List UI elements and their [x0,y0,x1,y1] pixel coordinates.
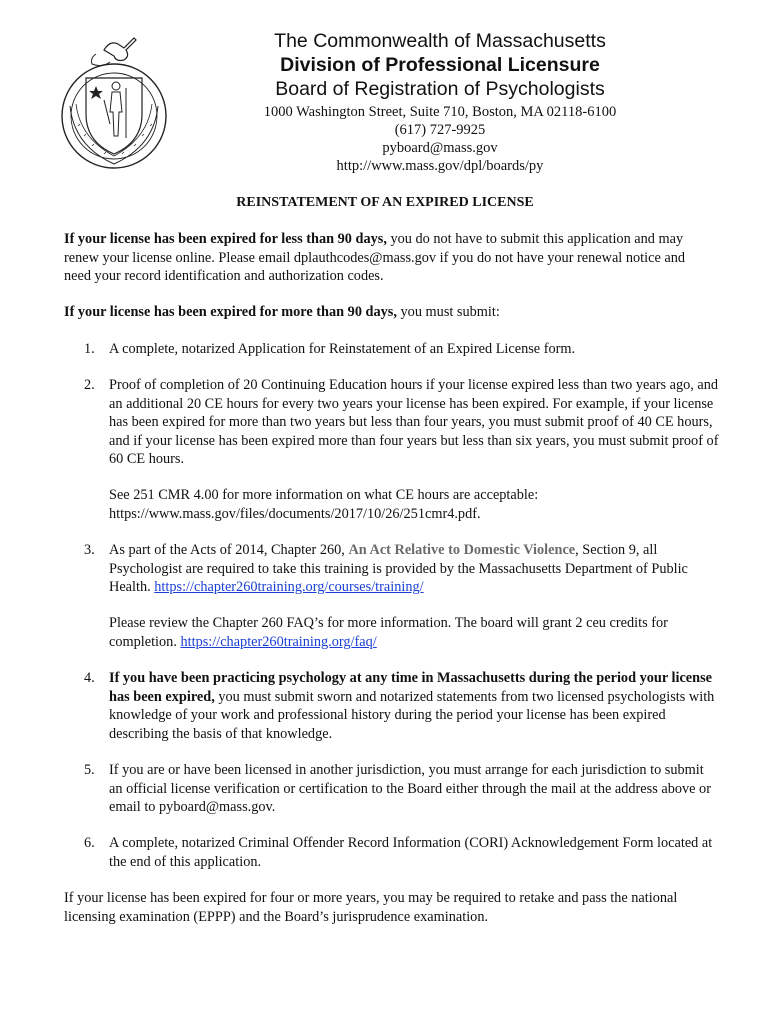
item-3-pre: As part of the Acts of 2014, Chapter 260, [109,542,349,558]
email: pyboard@mass.gov [382,140,498,156]
intro-paragraph-2 [64,303,714,322]
intro-2-bold: If your license has been expired for more than 90 days, [64,304,397,320]
item-4-bold: If you have been practicing psychology at any time in Massachusetts during the period your license has been expired, [109,670,712,705]
intro-2-text: you must submit: [396,304,500,320]
address: 1000 Washington Street, Suite 710, Boston, MA 02118-6100 [263,104,617,120]
item-4-text: you must submit sworn and notarized statements from two licensed psychologists with knowledge of your work and professional history during the period your license has been expired describing the basis of that knowledge. [109,688,715,742]
massachusetts-seal-icon [56,28,176,176]
list-item-text: If you are or have been licensed in another jurisdiction, you must arrange for each jurisdiction to submit an official license verification or certification to the Board either through the mail at the address above or email to pyboard@mass.gov. [109,762,711,815]
list-item-4 [84,669,720,743]
list-number: 4. [84,670,95,686]
faq-link[interactable]: https://chapter260training.org/faq/ [180,633,377,650]
division-title: Division of Professional Licensure [280,54,600,76]
item-3-post: , Section 9, all Psychologist are required to take this training is provided by the Massachusetts Department of Public Health. [109,542,688,595]
intro-1-text: you do not have to submit this application and may renew your license online. Please email dplauthcodes@mass.gov if you do not have your renewal notice and need your record identification and authorization codes. [64,231,685,284]
list-number: 5. [84,762,95,778]
website: http://www.mass.gov/dpl/boards/py [336,158,544,174]
list-item-1 [84,340,720,359]
list-item-text [109,541,720,597]
letterhead [180,29,700,175]
list-number: 1. [84,341,95,357]
page-title: REINSTATEMENT OF AN EXPIRED LICENSE [236,195,534,210]
list-item-6 [84,834,720,871]
list-item-5 [84,761,720,817]
act-title: An Act Relative to Domestic Violence [348,542,576,558]
list-item-text: Proof of completion of 20 Continuing Education hours if your license expired less than two years ago, and an additional 20 CE hours for every two years your license has been expired. For example, if your license has been expired for more than two years but less than four years, you must submit proof of 40 CE hours, and if your license has been expired more than four years but less than six years, you must submit proof of 60 CE hours. [109,377,719,467]
list-item-text: A complete, notarized Criminal Offender Record Information (CORI) Acknowledgement Form located at the end of this application. [109,835,713,870]
list-item-2 [84,376,720,469]
commonwealth-title: The Commonwealth of Massachusetts [274,30,606,52]
list-number: 3. [84,542,95,558]
list-number: 6. [84,835,95,851]
intro-paragraph-1 [64,230,714,286]
phone: (617) 727-9925 [394,122,486,138]
ce-hours-note: See 251 CMR 4.00 for more information on what CE hours are acceptable: https://www.mass.gov/files/documents/2017/10/26/251cmr4.pdf. [109,487,539,522]
list-item-3 [84,541,720,597]
list-number: 2. [84,377,95,393]
faq-note [109,614,721,651]
board-title: Board of Registration of Psychologists [275,78,605,100]
training-link[interactable]: https://chapter260training.org/courses/training/ [154,579,424,595]
intro-1-bold: If your license has been expired for less than 90 days, [64,231,387,247]
list-item-text [109,669,720,743]
list-item-text: A complete, notarized Application for Reinstatement of an Expired License form. [109,341,576,357]
closing-paragraph: If your license has been expired for four or more years, you may be required to retake and pass the national licensing examination (EPPP) and the Board’s jurisprudence examination. [64,890,678,925]
faq-note-text: Please review the Chapter 260 FAQ’s for more information. The board will grant 2 ceu credits for completion. [109,615,668,650]
